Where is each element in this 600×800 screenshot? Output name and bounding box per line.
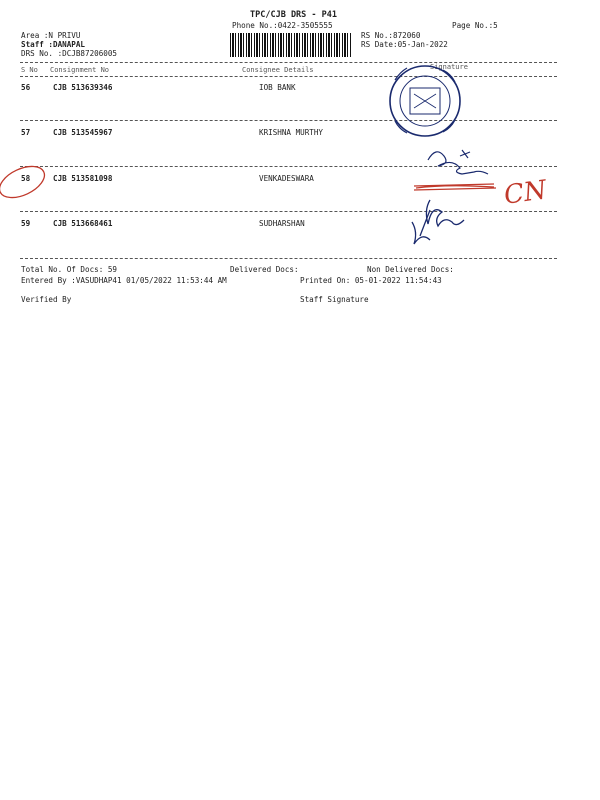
page-number: Page No.:5 bbox=[452, 21, 498, 30]
phone-number: Phone No.:0422-3505555 bbox=[232, 21, 333, 30]
strike-mark-icon bbox=[414, 184, 496, 190]
row-sno: 58 bbox=[21, 174, 31, 183]
row-consignee: VENKADESWARA bbox=[259, 174, 314, 183]
staff-field: Staff :DANAPAL bbox=[21, 40, 86, 49]
area-field: Area :N PRIVU bbox=[21, 31, 81, 40]
delivered-docs: Delivered Docs: bbox=[230, 265, 299, 274]
col-sno: S No bbox=[21, 66, 38, 74]
drs-number: DRS No. :DCJB87206005 bbox=[21, 49, 118, 58]
signature-57-icon bbox=[428, 150, 488, 174]
total-docs: Total No. Of Docs: 59 bbox=[21, 265, 118, 274]
document-title: TPC/CJB DRS - P41 bbox=[250, 10, 337, 20]
col-consignment: Consignment No bbox=[50, 66, 110, 74]
cn-handwritten-mark: CN bbox=[502, 175, 549, 211]
row-sno: 59 bbox=[21, 219, 31, 228]
col-signature: Signature bbox=[430, 63, 468, 71]
row-consignee: KRISHNA MURTHY bbox=[259, 128, 324, 137]
row-consignment: CJB 513668461 bbox=[53, 219, 113, 228]
col-consignee: Consignee Details bbox=[242, 66, 314, 74]
staff-signature-label: Staff Signature bbox=[300, 295, 369, 304]
rs-date: RS Date:05-Jan-2022 bbox=[361, 40, 448, 49]
row-consignee: IOB BANK bbox=[259, 83, 296, 92]
office-stamp-icon bbox=[390, 66, 460, 136]
non-delivered-docs: Non Delivered Docs: bbox=[367, 265, 454, 274]
rs-number: RS No.:872060 bbox=[361, 31, 421, 40]
row-consignment: CJB 513639346 bbox=[53, 83, 113, 92]
entered-by: Entered By :VASUDHAP41 01/05/2022 11:53:44 AM bbox=[21, 276, 227, 285]
row-consignee: SUDHARSHAN bbox=[259, 219, 305, 228]
signature-59-icon bbox=[412, 200, 464, 244]
printed-on: Printed On: 05-01-2022 11:54:43 bbox=[300, 276, 442, 285]
circle-mark-icon bbox=[0, 160, 49, 204]
row-consignment: CJB 513581098 bbox=[53, 174, 113, 183]
row-consignment: CJB 513545967 bbox=[53, 128, 113, 137]
row-sno: 56 bbox=[21, 83, 31, 92]
row-sno: 57 bbox=[21, 128, 31, 137]
verified-by: Verified By bbox=[21, 295, 72, 304]
